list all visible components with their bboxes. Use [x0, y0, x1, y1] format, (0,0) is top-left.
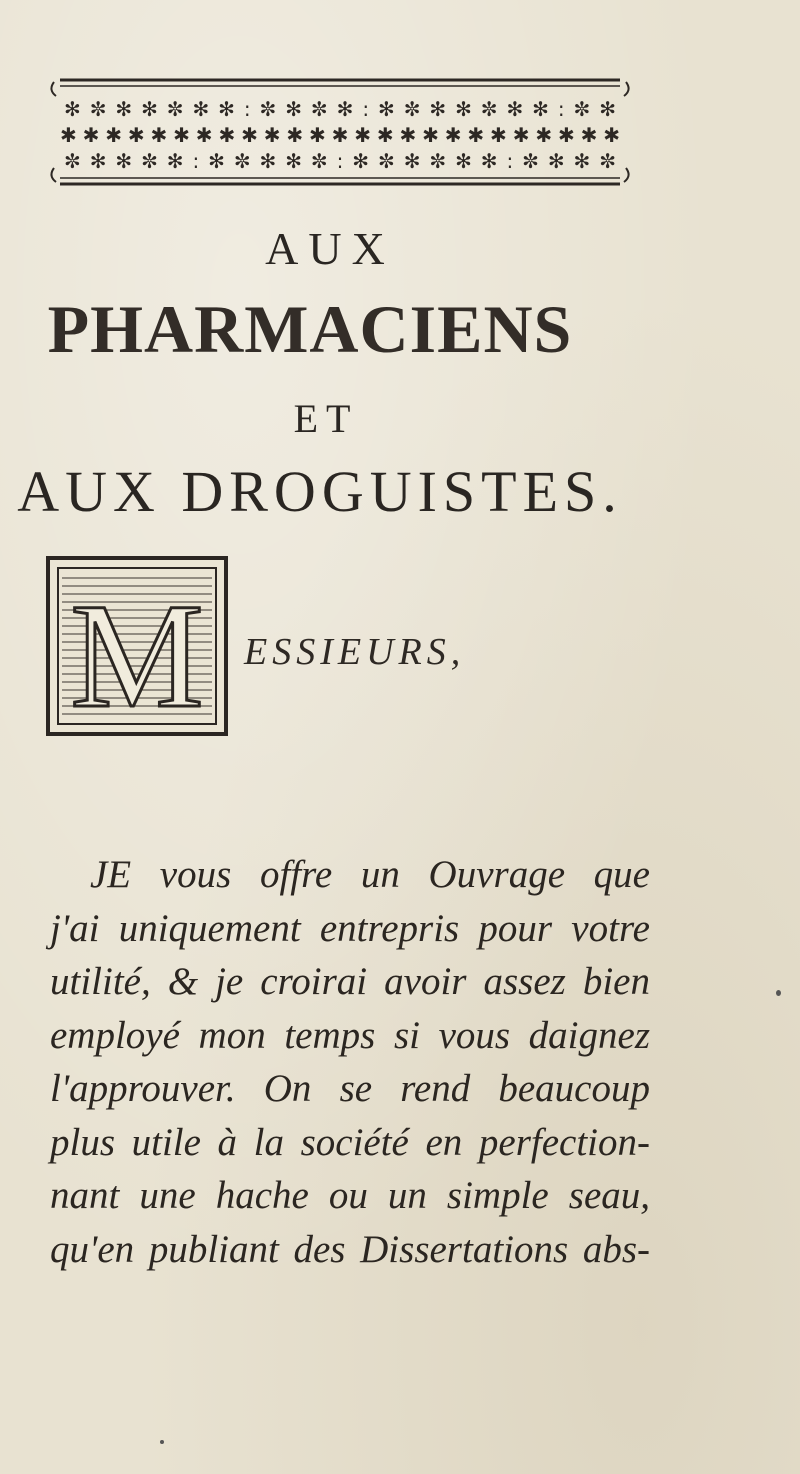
body-line: JE vous offre un Ouvrage que — [90, 853, 650, 896]
salutation: ESSIEURS, — [244, 631, 466, 673]
headpiece-ornament — [50, 72, 630, 192]
body-line: employé mon temps si vous daignez — [50, 1013, 650, 1057]
heading-aux: AUX — [265, 223, 395, 274]
body-line: j'ai uniquement entrepris pour votre — [50, 906, 650, 950]
body-line: plus utile à la société en perfection- — [50, 1120, 650, 1164]
body-line: nant une hache ou un simple seau, — [50, 1174, 650, 1217]
svg-text:✻✼✻✻✼✻✻:✼✻✼✻:✻✼✻✻✼✻✻:✼✻: ✻✼✻✻✼✻✻:✼✻✼✻:✻✼✻✻✼✻✻:✼✻ — [64, 97, 616, 121]
body-paragraph — [50, 848, 650, 1276]
body-line: l'approuver. On se rend beaucoup — [50, 1067, 650, 1110]
drop-cap-letter: M — [70, 573, 204, 736]
svg-text:✱✱✱✱✱✱✱✱✱✱✱✱✱✱✱✱✱✱✱✱✱✱✱✱✱: ✱✱✱✱✱✱✱✱✱✱✱✱✱✱✱✱✱✱✱✱✱✱✱✱✱ — [60, 123, 620, 147]
paper-speck — [160, 1440, 164, 1444]
svg-text:✼✻✻✼✻:✻✼✻✻✼:✻✼✻✼✻✻:✼✻✻✼: ✼✻✻✼✻:✻✼✻✻✼:✻✼✻✼✻✻:✼✻✻✼ — [64, 149, 616, 173]
drop-cap-initial — [46, 556, 228, 736]
body-line: qu'en publiant des Dissertations abs- — [50, 1227, 650, 1271]
heading-et: ET — [293, 396, 359, 441]
body-line: utilité, & je croirai avoir assez bien — [50, 960, 650, 1003]
paper-speck — [776, 990, 781, 996]
heading-droguistes: AUX DROGUISTES. — [17, 459, 623, 524]
heading-pharmaciens: PHARMACIENS — [47, 291, 573, 367]
